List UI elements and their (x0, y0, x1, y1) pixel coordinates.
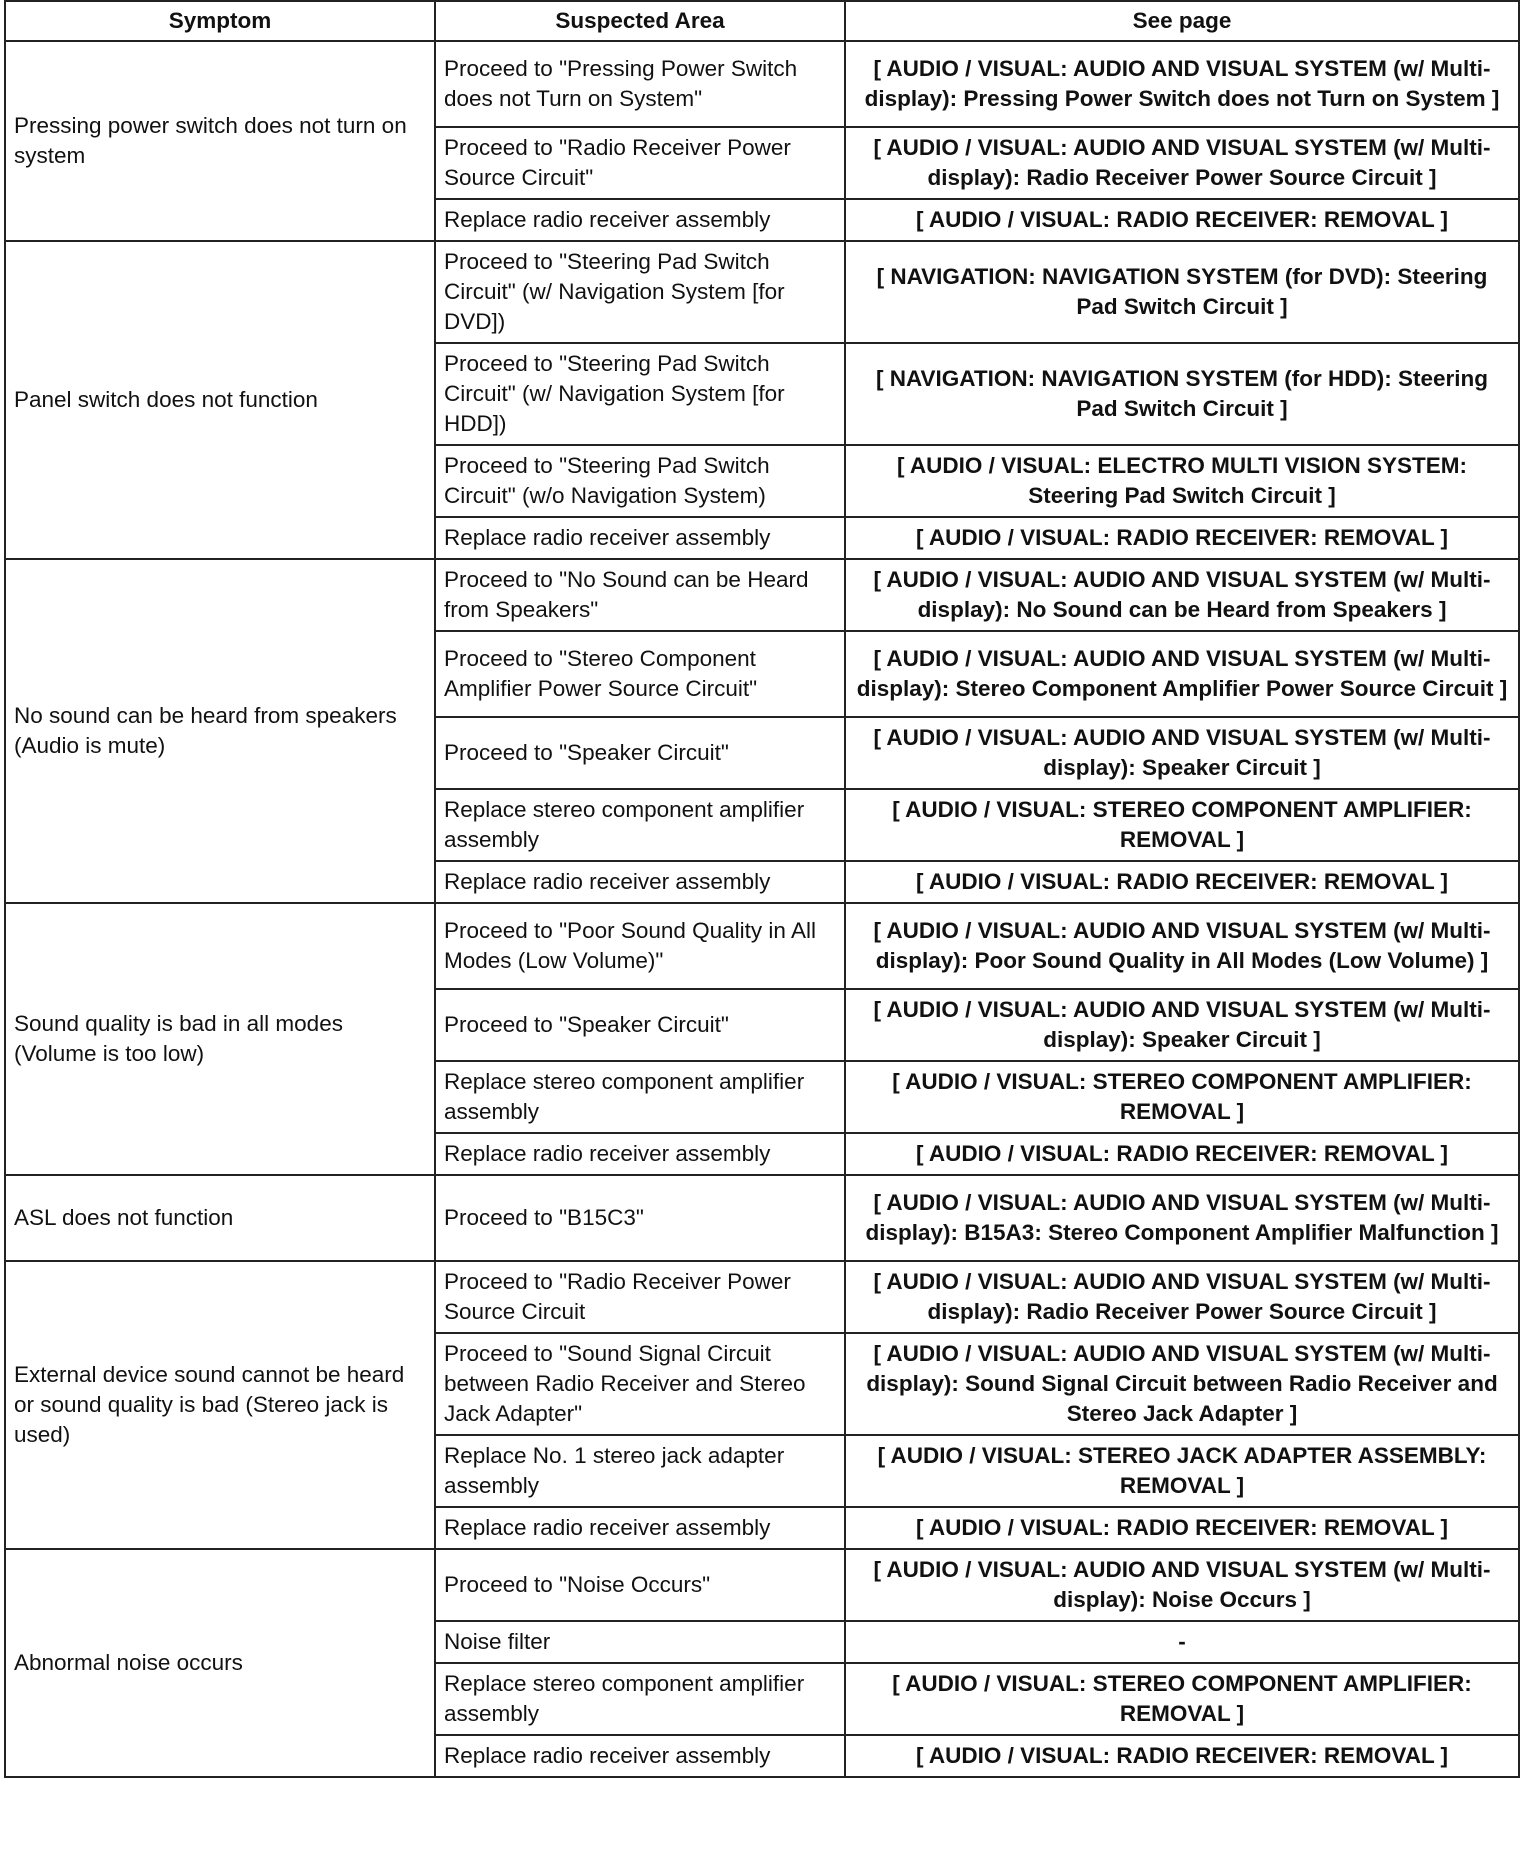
suspected-area-cell: Noise filter (435, 1621, 845, 1663)
see-page-link[interactable]: [ AUDIO / VISUAL: AUDIO AND VISUAL SYSTEM (w/ Multi-display): Stereo Component Amplifier Power Source Circuit ] (845, 631, 1519, 717)
suspected-area-cell: Replace radio receiver assembly (435, 199, 845, 241)
see-page-link[interactable]: [ AUDIO / VISUAL: RADIO RECEIVER: REMOVAL ] (845, 199, 1519, 241)
symptom-group (5, 559, 1519, 903)
see-page-link[interactable]: [ AUDIO / VISUAL: STEREO COMPONENT AMPLIFIER: REMOVAL ] (845, 1663, 1519, 1735)
suspected-area-cell: Replace stereo component amplifier assembly (435, 789, 845, 861)
see-page-link[interactable]: [ AUDIO / VISUAL: STEREO JACK ADAPTER ASSEMBLY: REMOVAL ] (845, 1435, 1519, 1507)
symptom-cell: No sound can be heard from speakers (Audio is mute) (5, 559, 435, 903)
see-page-link[interactable]: [ AUDIO / VISUAL: AUDIO AND VISUAL SYSTEM (w/ Multi-display): B15A3: Stereo Component Amplifier Malfunction ] (845, 1175, 1519, 1261)
see-page-link[interactable]: [ NAVIGATION: NAVIGATION SYSTEM (for DVD): Steering Pad Switch Circuit ] (845, 241, 1519, 343)
table-row (5, 1175, 1519, 1261)
suspected-area-cell: Replace stereo component amplifier assembly (435, 1663, 845, 1735)
header-row (5, 1, 1519, 41)
symptom-group (5, 1175, 1519, 1261)
symptom-group (5, 903, 1519, 1175)
see-page-link[interactable]: [ AUDIO / VISUAL: AUDIO AND VISUAL SYSTEM (w/ Multi-display): Speaker Circuit ] (845, 989, 1519, 1061)
table-row (5, 1261, 1519, 1333)
suspected-area-cell: Proceed to "Steering Pad Switch Circuit" (w/ Navigation System [for DVD]) (435, 241, 845, 343)
see-page-cell: - (845, 1621, 1519, 1663)
suspected-area-cell: Proceed to "No Sound can be Heard from Speakers" (435, 559, 845, 631)
symptom-group (5, 1549, 1519, 1777)
table-row (5, 1549, 1519, 1621)
table-row (5, 241, 1519, 343)
symptom-cell: ASL does not function (5, 1175, 435, 1261)
table-row (5, 41, 1519, 127)
suspected-area-cell: Proceed to "Poor Sound Quality in All Modes (Low Volume)" (435, 903, 845, 989)
see-page-link[interactable]: [ AUDIO / VISUAL: STEREO COMPONENT AMPLIFIER: REMOVAL ] (845, 1061, 1519, 1133)
suspected-area-cell: Proceed to "Noise Occurs" (435, 1549, 845, 1621)
suspected-area-cell: Proceed to "Sound Signal Circuit between Radio Receiver and Stereo Jack Adapter" (435, 1333, 845, 1435)
suspected-area-cell: Proceed to "Steering Pad Switch Circuit" (w/ Navigation System [for HDD]) (435, 343, 845, 445)
symptom-table (4, 0, 1520, 1778)
see-page-link[interactable]: [ AUDIO / VISUAL: AUDIO AND VISUAL SYSTEM (w/ Multi-display): Speaker Circuit ] (845, 717, 1519, 789)
symptom-cell: External device sound cannot be heard or sound quality is bad (Stereo jack is used) (5, 1261, 435, 1549)
see-page-link[interactable]: [ AUDIO / VISUAL: RADIO RECEIVER: REMOVAL ] (845, 1507, 1519, 1549)
see-page-link[interactable]: [ NAVIGATION: NAVIGATION SYSTEM (for HDD): Steering Pad Switch Circuit ] (845, 343, 1519, 445)
suspected-area-cell: Replace radio receiver assembly (435, 1133, 845, 1175)
header-see-page: See page (845, 1, 1519, 41)
suspected-area-cell: Proceed to "Radio Receiver Power Source Circuit" (435, 127, 845, 199)
see-page-link[interactable]: [ AUDIO / VISUAL: AUDIO AND VISUAL SYSTEM (w/ Multi-display): Pressing Power Switch does not Turn on System ] (845, 41, 1519, 127)
symptom-cell: Panel switch does not function (5, 241, 435, 559)
suspected-area-cell: Replace radio receiver assembly (435, 1507, 845, 1549)
see-page-link[interactable]: [ AUDIO / VISUAL: RADIO RECEIVER: REMOVAL ] (845, 1735, 1519, 1777)
header-symptom: Symptom (5, 1, 435, 41)
table-row (5, 903, 1519, 989)
suspected-area-cell: Proceed to "B15C3" (435, 1175, 845, 1261)
suspected-area-cell: Proceed to "Radio Receiver Power Source Circuit (435, 1261, 845, 1333)
symptom-cell: Abnormal noise occurs (5, 1549, 435, 1777)
symptom-group (5, 241, 1519, 559)
suspected-area-cell: Replace stereo component amplifier assembly (435, 1061, 845, 1133)
see-page-link[interactable]: [ AUDIO / VISUAL: ELECTRO MULTI VISION SYSTEM: Steering Pad Switch Circuit ] (845, 445, 1519, 517)
suspected-area-cell: Proceed to "Steering Pad Switch Circuit" (w/o Navigation System) (435, 445, 845, 517)
see-page-link[interactable]: [ AUDIO / VISUAL: RADIO RECEIVER: REMOVAL ] (845, 861, 1519, 903)
table-row (5, 559, 1519, 631)
suspected-area-cell: Proceed to "Stereo Component Amplifier Power Source Circuit" (435, 631, 845, 717)
suspected-area-cell: Proceed to "Speaker Circuit" (435, 989, 845, 1061)
header-suspected-area: Suspected Area (435, 1, 845, 41)
suspected-area-cell: Replace radio receiver assembly (435, 861, 845, 903)
suspected-area-cell: Replace radio receiver assembly (435, 1735, 845, 1777)
suspected-area-cell: Proceed to "Speaker Circuit" (435, 717, 845, 789)
see-page-link[interactable]: [ AUDIO / VISUAL: AUDIO AND VISUAL SYSTEM (w/ Multi-display): Radio Receiver Power Source Circuit ] (845, 127, 1519, 199)
see-page-link[interactable]: [ AUDIO / VISUAL: RADIO RECEIVER: REMOVAL ] (845, 1133, 1519, 1175)
suspected-area-cell: Replace radio receiver assembly (435, 517, 845, 559)
see-page-link[interactable]: [ AUDIO / VISUAL: AUDIO AND VISUAL SYSTEM (w/ Multi-display): Sound Signal Circuit between Radio Receiver and Stereo Jack Adapter ] (845, 1333, 1519, 1435)
see-page-link[interactable]: [ AUDIO / VISUAL: AUDIO AND VISUAL SYSTEM (w/ Multi-display): Radio Receiver Power Source Circuit ] (845, 1261, 1519, 1333)
symptom-group (5, 1261, 1519, 1549)
symptom-group (5, 41, 1519, 241)
symptom-cell: Sound quality is bad in all modes (Volume is too low) (5, 903, 435, 1175)
suspected-area-cell: Replace No. 1 stereo jack adapter assembly (435, 1435, 845, 1507)
see-page-link[interactable]: [ AUDIO / VISUAL: AUDIO AND VISUAL SYSTEM (w/ Multi-display): Poor Sound Quality in All Modes (Low Volume) ] (845, 903, 1519, 989)
see-page-link[interactable]: [ AUDIO / VISUAL: RADIO RECEIVER: REMOVAL ] (845, 517, 1519, 559)
symptom-cell: Pressing power switch does not turn on system (5, 41, 435, 241)
suspected-area-cell: Proceed to "Pressing Power Switch does not Turn on System" (435, 41, 845, 127)
see-page-link[interactable]: [ AUDIO / VISUAL: AUDIO AND VISUAL SYSTEM (w/ Multi-display): Noise Occurs ] (845, 1549, 1519, 1621)
see-page-link[interactable]: [ AUDIO / VISUAL: AUDIO AND VISUAL SYSTEM (w/ Multi-display): No Sound can be Heard from Speakers ] (845, 559, 1519, 631)
see-page-link[interactable]: [ AUDIO / VISUAL: STEREO COMPONENT AMPLIFIER: REMOVAL ] (845, 789, 1519, 861)
